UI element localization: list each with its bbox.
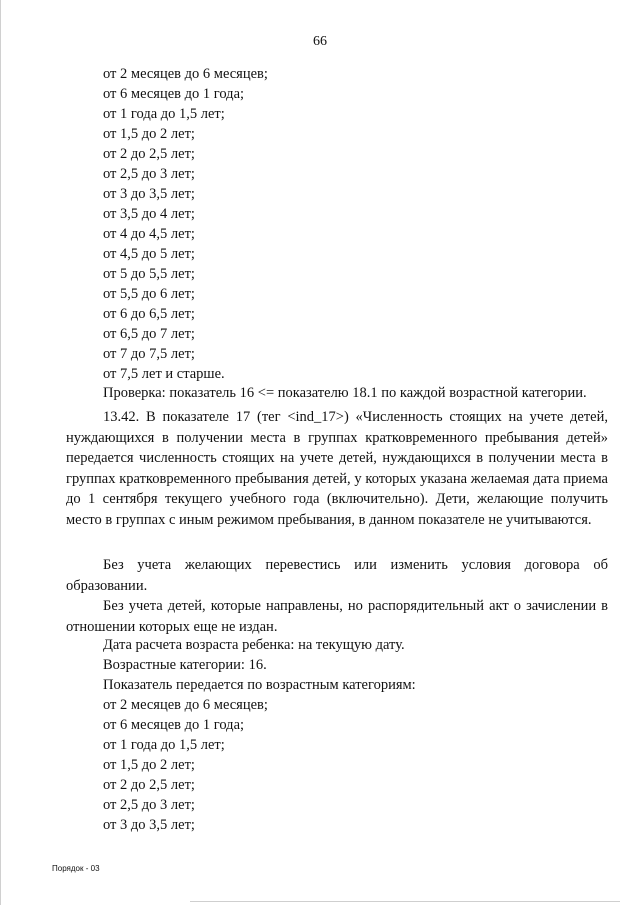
age-category-item: от 1 года до 1,5 лет; <box>103 106 225 122</box>
scan-bottom-edge <box>190 901 620 902</box>
age-category-item: от 2 до 2,5 лет; <box>103 777 195 793</box>
age-category-item: от 4,5 до 5 лет; <box>103 246 195 262</box>
age-category-item: от 2 до 2,5 лет; <box>103 146 195 162</box>
scan-edge <box>0 0 1 905</box>
transfer-exclusion-paragraph: Без учета желающих перевестись или изменить условия договора об образовании. <box>66 557 608 594</box>
transmitted-by-categories-line: Показатель передается по возрастным категориям: <box>103 677 416 693</box>
age-category-item: от 7,5 лет и старше. <box>103 366 225 382</box>
calculation-date-line: Дата расчета возраста ребенка: на текущую дату. <box>103 637 405 653</box>
age-category-item: от 2 месяцев до 6 месяцев; <box>103 697 268 713</box>
age-category-item: от 6,5 до 7 лет; <box>103 326 195 342</box>
age-category-item: от 2,5 до 3 лет; <box>103 797 195 813</box>
age-category-item: от 7 до 7,5 лет; <box>103 346 195 362</box>
order-exclusion-paragraph: Без учета детей, которые направлены, но распорядительный акт о зачислении в отношении которых еще не издан. <box>66 598 608 635</box>
age-categories-count-line: Возрастные категории: 16. <box>103 657 267 673</box>
age-category-item: от 3 до 3,5 лет; <box>103 817 195 833</box>
age-category-item: от 5,5 до 6 лет; <box>103 286 195 302</box>
age-category-item: от 2 месяцев до 6 месяцев; <box>103 66 268 82</box>
age-category-item: от 2,5 до 3 лет; <box>103 166 195 182</box>
section-13-42-paragraph: 13.42. В показателе 17 (тег <ind_17>) «Численность стоящих на учете детей, нуждающихся в получении места в группах кратковременного пребывания детей» передается численность стоящих на учете детей, нуждающихся в получении места в группах кратковременного пребывания детей, у которых указана желаемая дата приема до 1 сентября текущего учебного года (включительно). Дети, желающие получить место в группах с иным режимом пребывания, в данном показателе не учитываются. <box>66 409 608 528</box>
footer-label: Порядок - 03 <box>52 864 100 873</box>
age-category-item: от 4 до 4,5 лет; <box>103 226 195 242</box>
check-rule-line: Проверка: показатель 16 <= показателю 18.1 по каждой возрастной категории. <box>103 385 587 401</box>
age-category-item: от 6 месяцев до 1 года; <box>103 86 245 102</box>
page-number: 66 <box>313 34 327 49</box>
age-category-item: от 6 до 6,5 лет; <box>103 306 195 322</box>
age-category-item: от 5 до 5,5 лет; <box>103 266 195 282</box>
age-category-item: от 6 месяцев до 1 года; <box>103 717 245 733</box>
age-category-item: от 1,5 до 2 лет; <box>103 757 195 773</box>
age-category-item: от 3,5 до 4 лет; <box>103 206 195 222</box>
age-category-item: от 3 до 3,5 лет; <box>103 186 195 202</box>
age-category-item: от 1,5 до 2 лет; <box>103 126 195 142</box>
age-category-item: от 1 года до 1,5 лет; <box>103 737 225 753</box>
